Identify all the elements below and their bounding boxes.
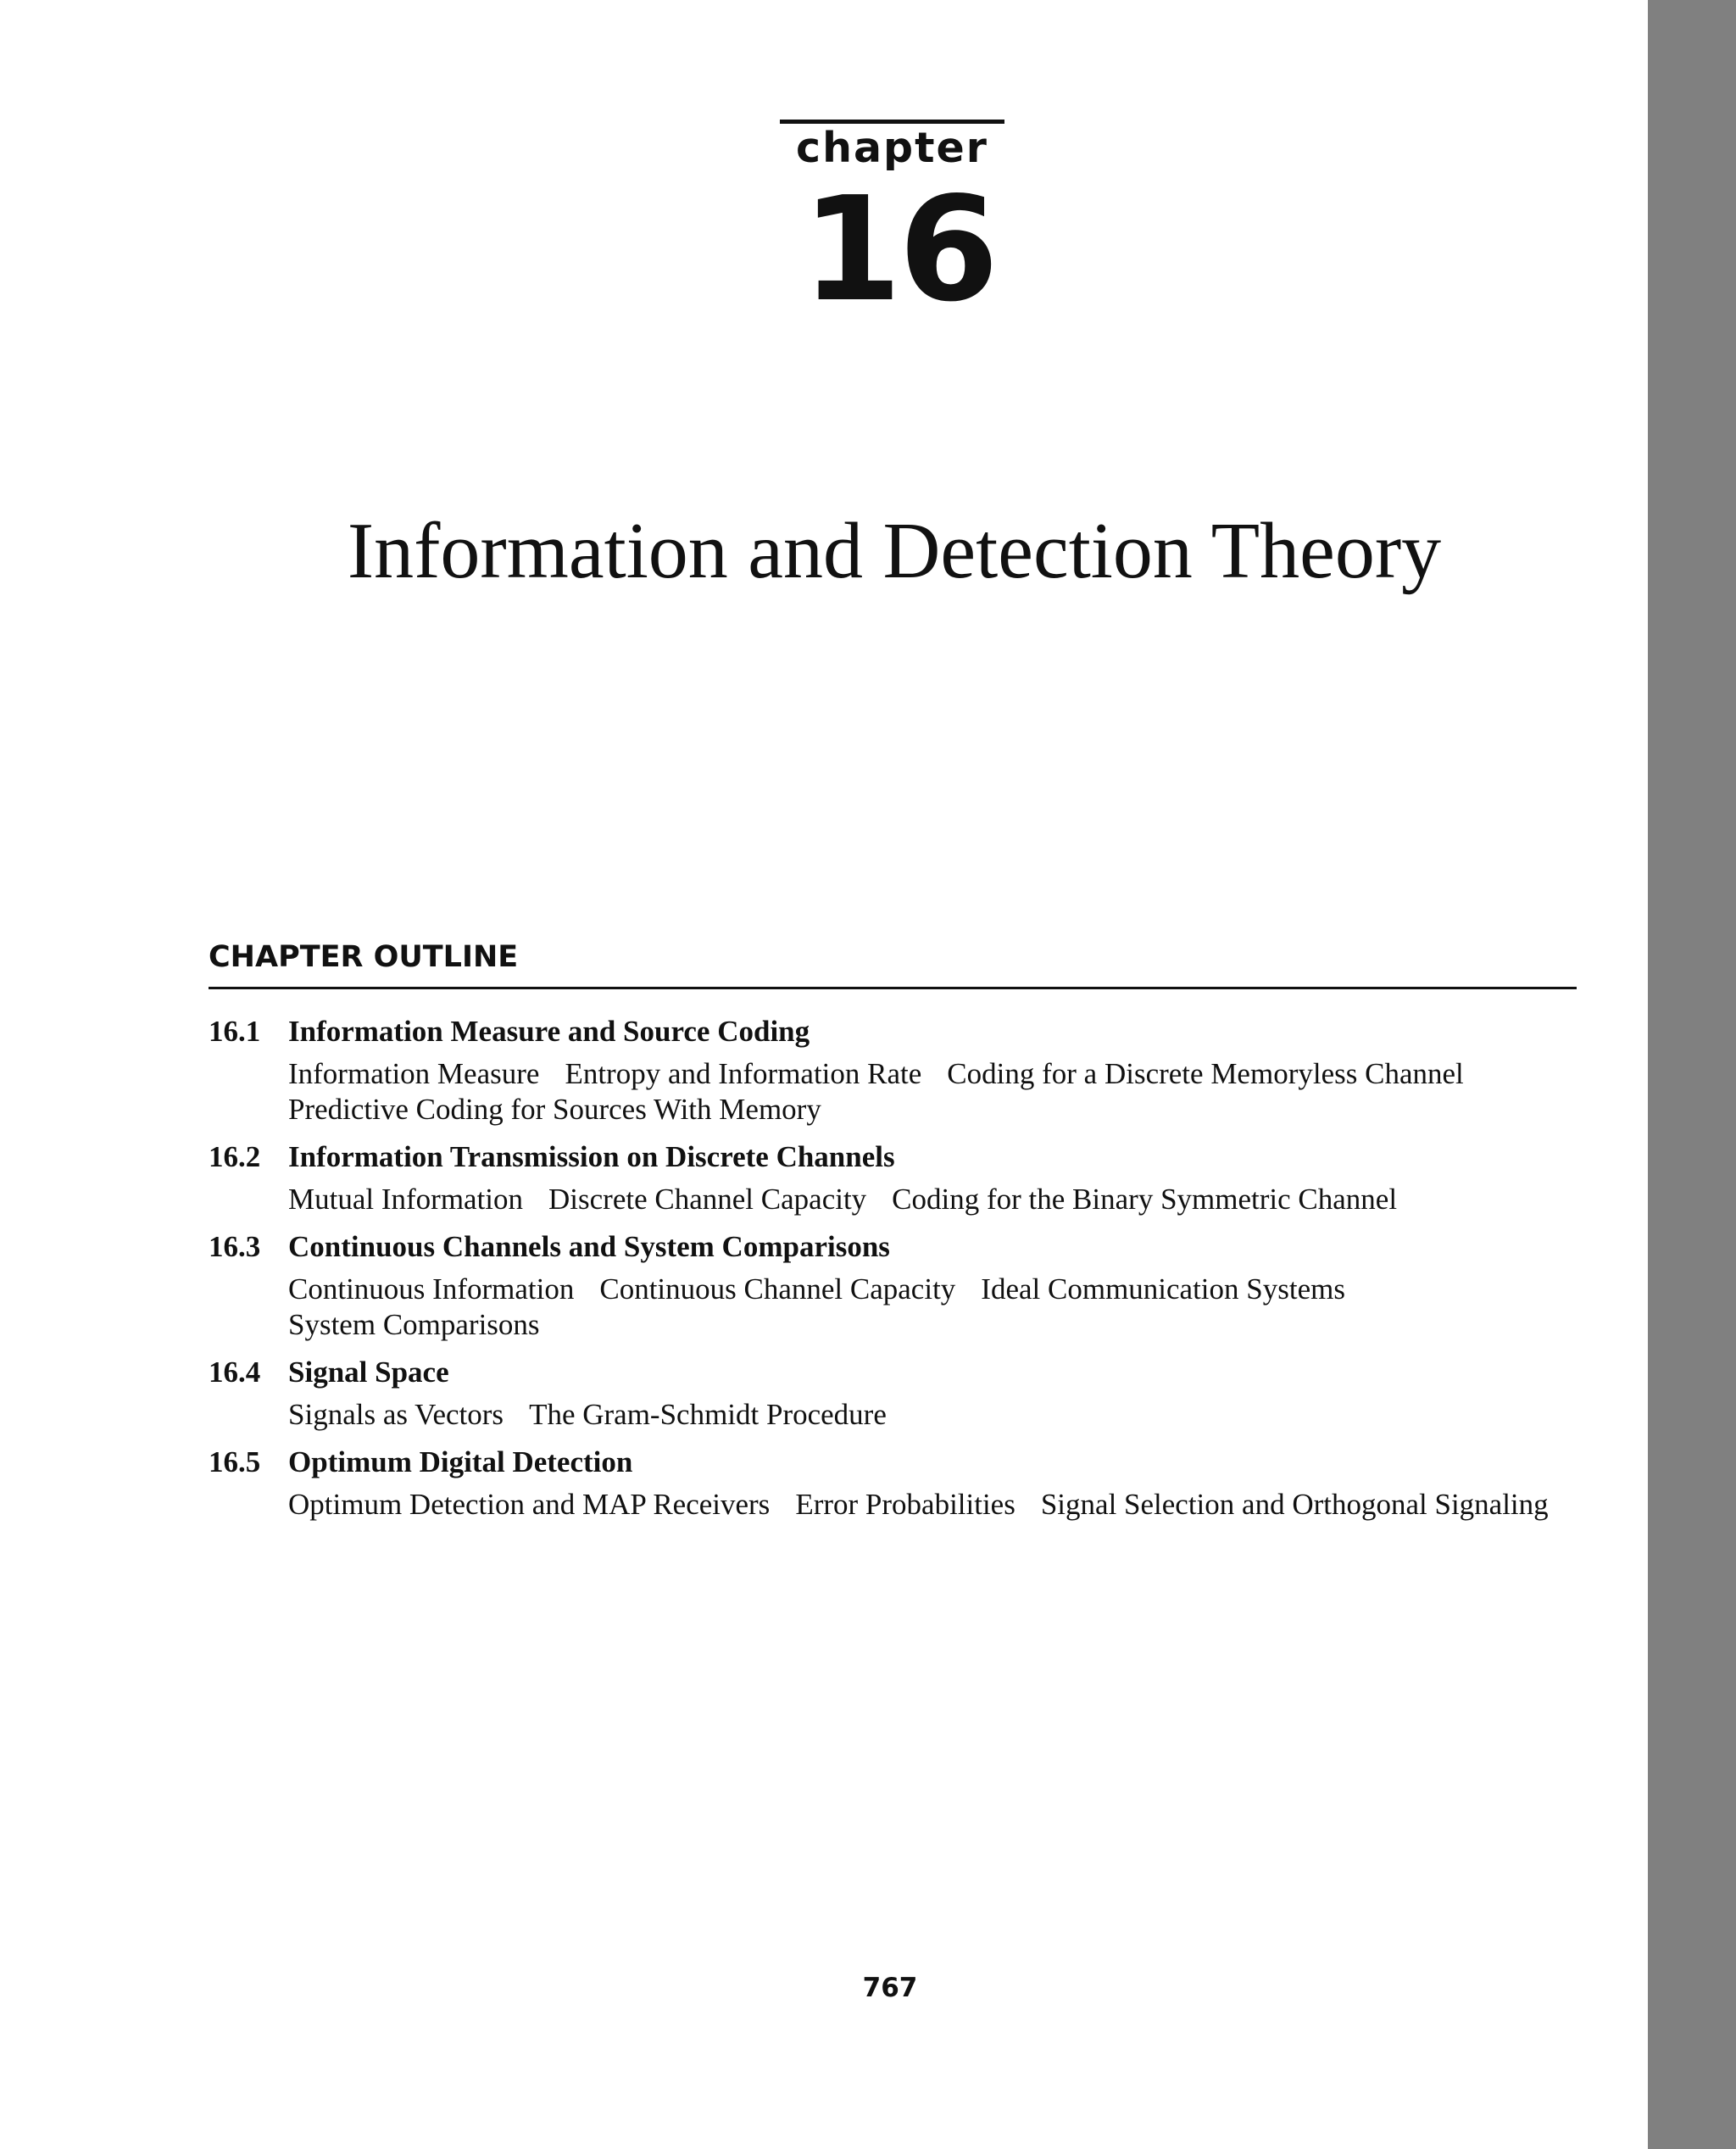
outline-section — [209, 1229, 1607, 1343]
section-title: Optimum Digital Detection — [288, 1445, 633, 1478]
page-edge-band — [1648, 0, 1736, 2149]
subtopic: System Comparisons — [288, 1308, 540, 1341]
section-subtopics — [209, 1272, 1607, 1343]
outline-list — [209, 1014, 1607, 1534]
chapter-label: chapter — [796, 124, 988, 172]
subtopic-line — [288, 1307, 1607, 1343]
section-heading — [209, 1355, 1607, 1390]
page-number: 767 — [862, 1973, 918, 2003]
section-number: 16.5 — [209, 1445, 261, 1478]
section-number: 16.4 — [209, 1356, 261, 1389]
subtopic: Continuous Channel Capacity — [599, 1272, 956, 1306]
outline-section — [209, 1014, 1607, 1127]
subtopic: Entropy and Information Rate — [565, 1057, 922, 1090]
subtopic: Signal Selection and Orthogonal Signaling — [1040, 1488, 1549, 1521]
subtopic-line — [288, 1397, 1607, 1433]
outline-rule — [209, 987, 1577, 989]
outline-section — [209, 1139, 1607, 1217]
subtopic: Information Measure — [288, 1057, 540, 1090]
section-heading — [209, 1229, 1607, 1265]
outline-section — [209, 1355, 1607, 1433]
chapter-title: Information and Detection Theory — [347, 507, 1442, 595]
subtopic: Signals as Vectors — [288, 1398, 504, 1431]
subtopic: Predictive Coding for Sources With Memory — [288, 1093, 821, 1126]
section-subtopics — [209, 1397, 1607, 1433]
outline-section — [209, 1445, 1607, 1523]
subtopic: Coding for a Discrete Memoryless Channel — [947, 1057, 1464, 1090]
chapter-number: 16 — [801, 166, 996, 334]
section-subtopics — [209, 1487, 1607, 1523]
subtopic-line — [288, 1092, 1607, 1127]
subtopic-line — [288, 1056, 1607, 1092]
subtopic: Ideal Communication Systems — [981, 1272, 1345, 1306]
section-heading — [209, 1014, 1607, 1049]
outline-heading: CHAPTER OUTLINE — [209, 940, 519, 974]
subtopic-line — [288, 1182, 1607, 1217]
subtopic: Coding for the Binary Symmetric Channel — [892, 1183, 1398, 1216]
subtopic: The Gram-Schmidt Procedure — [529, 1398, 887, 1431]
subtopic: Continuous Information — [288, 1272, 575, 1306]
section-heading — [209, 1445, 1607, 1480]
section-title: Continuous Channels and System Comparisons — [288, 1230, 890, 1263]
section-title: Signal Space — [288, 1356, 449, 1389]
section-subtopics — [209, 1056, 1607, 1127]
subtopic: Optimum Detection and MAP Receivers — [288, 1488, 771, 1521]
section-subtopics — [209, 1182, 1607, 1217]
subtopic-line — [288, 1487, 1607, 1523]
section-number: 16.2 — [209, 1140, 261, 1173]
subtopic: Discrete Channel Capacity — [548, 1183, 867, 1216]
section-number: 16.3 — [209, 1230, 261, 1263]
subtopic: Error Probabilities — [795, 1488, 1015, 1521]
section-title: Information Transmission on Discrete Channels — [288, 1140, 895, 1173]
section-title: Information Measure and Source Coding — [288, 1015, 810, 1048]
section-heading — [209, 1139, 1607, 1175]
subtopic-line — [288, 1272, 1607, 1307]
section-number: 16.1 — [209, 1015, 261, 1048]
subtopic: Mutual Information — [288, 1183, 524, 1216]
